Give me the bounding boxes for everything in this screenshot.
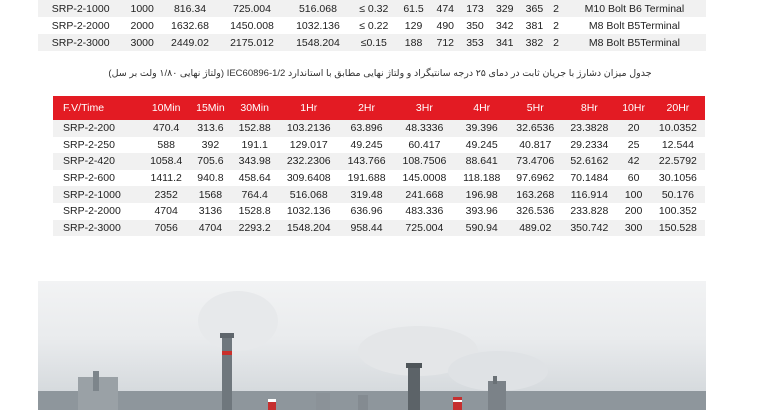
table-row [53,120,705,137]
discharge-value-cell: 60.417 [394,137,456,154]
discharge-value-cell: 50.176 [651,186,705,203]
discharge-value-cell: 705.6 [189,153,231,170]
discharge-value-cell: 191.1 [231,137,278,154]
spec-table-cell: 816.34 [161,0,219,17]
discharge-value-cell: 97.6962 [508,170,562,187]
spec-table-cell: 1032.136 [285,17,351,34]
discharge-value-cell: 940.8 [189,170,231,187]
spec-table-cell: ≤ 0.22 [351,17,397,34]
discharge-value-cell: 100.352 [651,203,705,220]
spec-table-cell: 353 [460,34,490,51]
discharge-value-cell: 129.017 [278,137,340,154]
discharge-value-cell: 636.96 [340,203,394,220]
spec-table-cell: ≤0.15 [351,34,397,51]
discharge-value-cell: 4704 [143,203,190,220]
discharge-value-cell: 12.544 [651,137,705,154]
discharge-value-cell: 1548.204 [278,220,340,237]
spec-table-cell: 1450.008 [219,17,285,34]
discharge-value-cell: 1568 [189,186,231,203]
spec-table-cell: 3000 [123,34,161,51]
spec-table-cell: 516.068 [285,0,351,17]
spec-table-cell: 1632.68 [161,17,219,34]
spec-table-cell: 725.004 [219,0,285,17]
column-header: 8Hr [562,96,616,120]
discharge-value-cell: 49.245 [340,137,394,154]
column-header: 30Min [231,96,278,120]
table-row [53,220,705,237]
spec-table-row [38,0,706,17]
discharge-value-cell: 764.4 [231,186,278,203]
discharge-value-cell: 73.4706 [508,153,562,170]
discharge-value-cell: 343.98 [231,153,278,170]
discharge-value-cell: 392 [189,137,231,154]
discharge-value-cell: 70.1484 [562,170,616,187]
discharge-value-cell: 30.1056 [651,170,705,187]
table-row [53,153,705,170]
discharge-value-cell: 23.3828 [562,120,616,137]
spec-table-cell: 712 [430,34,460,51]
discharge-value-cell: 150.528 [651,220,705,237]
spec-table-cell: SRP-2-2000 [38,17,123,34]
column-header: 2Hr [340,96,394,120]
discharge-value-cell: 10.0352 [651,120,705,137]
column-header: 10Min [143,96,190,120]
specification-table-continued [38,0,706,51]
model-name-cell: SRP-2-600 [53,170,143,187]
spec-table-cell: 61.5 [397,0,431,17]
spec-table-cell: 2 [549,34,563,51]
model-name-cell: SRP-2-1000 [53,186,143,203]
spec-table-cell: 490 [430,17,460,34]
discharge-value-cell: 2293.2 [231,220,278,237]
spec-table-cell: M8 Bolt B5Terminal [563,34,706,51]
discharge-value-cell: 60 [616,170,650,187]
spec-table-cell: SRP-2-1000 [38,0,123,17]
discharge-value-cell: 103.2136 [278,120,340,137]
spec-table-cell: 382 [520,34,550,51]
spec-table-cell: 2 [549,0,563,17]
discharge-value-cell: 588 [143,137,190,154]
spec-table-cell: 474 [430,0,460,17]
discharge-value-cell: 483.336 [394,203,456,220]
spec-table-cell: 2000 [123,17,161,34]
spec-table-cell: SRP-2-3000 [38,34,123,51]
column-header: 4Hr [455,96,508,120]
table-row [53,186,705,203]
spec-table-cell: 2175.012 [219,34,285,51]
discharge-value-cell: 233.828 [562,203,616,220]
discharge-value-cell: 489.02 [508,220,562,237]
spec-table-cell: 329 [490,0,520,17]
discharge-value-cell: 52.6162 [562,153,616,170]
constant-current-discharge-table [53,96,705,236]
discharge-value-cell: 470.4 [143,120,190,137]
discharge-value-cell: 152.88 [231,120,278,137]
discharge-value-cell: 725.004 [394,220,456,237]
discharge-value-cell: 39.396 [455,120,508,137]
discharge-value-cell: 1528.8 [231,203,278,220]
table-row [53,170,705,187]
discharge-value-cell: 241.668 [394,186,456,203]
discharge-value-cell: 163.268 [508,186,562,203]
table-header-row [53,96,705,120]
spec-table-row [38,17,706,34]
spec-table-cell: 129 [397,17,431,34]
discharge-value-cell: 116.914 [562,186,616,203]
discharge-value-cell: 145.0008 [394,170,456,187]
spec-table-cell: 173 [460,0,490,17]
discharge-value-cell: 958.44 [340,220,394,237]
discharge-value-cell: 48.3336 [394,120,456,137]
discharge-value-cell: 1411.2 [143,170,190,187]
spec-table-cell: 1000 [123,0,161,17]
column-header: 20Hr [651,96,705,120]
discharge-value-cell: 350.742 [562,220,616,237]
spec-table-cell: 350 [460,17,490,34]
model-name-cell: SRP-2-420 [53,153,143,170]
discharge-value-cell: 232.2306 [278,153,340,170]
spec-table-cell: 2 [549,17,563,34]
discharge-value-cell: 49.245 [455,137,508,154]
spec-table-cell: 381 [520,17,550,34]
discharge-table-caption: جدول میزان دشارژ با جریان ثابت در دمای ۲۵ درجه سانتیگراد و ولتاژ نهایی مطابق با استاندارد IEC60896-1/2 (ولتاژ نهایی ۱/۸۰ ولت بر سل) [108,68,652,79]
discharge-value-cell: 313.6 [189,120,231,137]
spec-table-row [38,34,706,51]
discharge-value-cell: 319.48 [340,186,394,203]
discharge-value-cell: 196.98 [455,186,508,203]
discharge-value-cell: 118.188 [455,170,508,187]
spec-table-cell: 365 [520,0,550,17]
discharge-value-cell: 42 [616,153,650,170]
discharge-value-cell: 309.6408 [278,170,340,187]
spec-table-cell: ≤ 0.32 [351,0,397,17]
discharge-value-cell: 40.817 [508,137,562,154]
discharge-value-cell: 1032.136 [278,203,340,220]
discharge-value-cell: 300 [616,220,650,237]
discharge-value-cell: 200 [616,203,650,220]
discharge-value-cell: 20 [616,120,650,137]
discharge-value-cell: 7056 [143,220,190,237]
discharge-value-cell: 590.94 [455,220,508,237]
discharge-value-cell: 2352 [143,186,190,203]
spec-table-cell: 1548.204 [285,34,351,51]
column-header: 10Hr [616,96,650,120]
discharge-value-cell: 458.64 [231,170,278,187]
discharge-value-cell: 63.896 [340,120,394,137]
discharge-value-cell: 1058.4 [143,153,190,170]
spec-table-cell: 2449.02 [161,34,219,51]
table-row [53,137,705,154]
discharge-value-cell: 32.6536 [508,120,562,137]
spec-table-cell: 188 [397,34,431,51]
spec-table-cell: 341 [490,34,520,51]
spec-table-cell: M10 Bolt B6 Terminal [563,0,706,17]
column-header: 5Hr [508,96,562,120]
discharge-value-cell: 4704 [189,220,231,237]
discharge-value-cell: 100 [616,186,650,203]
table-row [53,203,705,220]
model-name-cell: SRP-2-200 [53,120,143,137]
discharge-value-cell: 25 [616,137,650,154]
model-name-cell: SRP-2-2000 [53,203,143,220]
discharge-value-cell: 326.536 [508,203,562,220]
spec-table-cell: M8 Bolt B5Terminal [563,17,706,34]
model-name-cell: SRP-2-250 [53,137,143,154]
discharge-value-cell: 22.5792 [651,153,705,170]
discharge-value-cell: 143.766 [340,153,394,170]
spec-table-cell: 342 [490,17,520,34]
column-header: 1Hr [278,96,340,120]
discharge-value-cell: 108.7506 [394,153,456,170]
discharge-value-cell: 393.96 [455,203,508,220]
model-name-cell: SRP-2-3000 [53,220,143,237]
industrial-plant-photo [38,281,706,410]
discharge-value-cell: 191.688 [340,170,394,187]
column-header: 15Min [189,96,231,120]
column-header: 3Hr [394,96,456,120]
column-header: F.V/Time [53,96,143,120]
discharge-value-cell: 29.2334 [562,137,616,154]
discharge-value-cell: 88.641 [455,153,508,170]
discharge-value-cell: 516.068 [278,186,340,203]
discharge-value-cell: 3136 [189,203,231,220]
